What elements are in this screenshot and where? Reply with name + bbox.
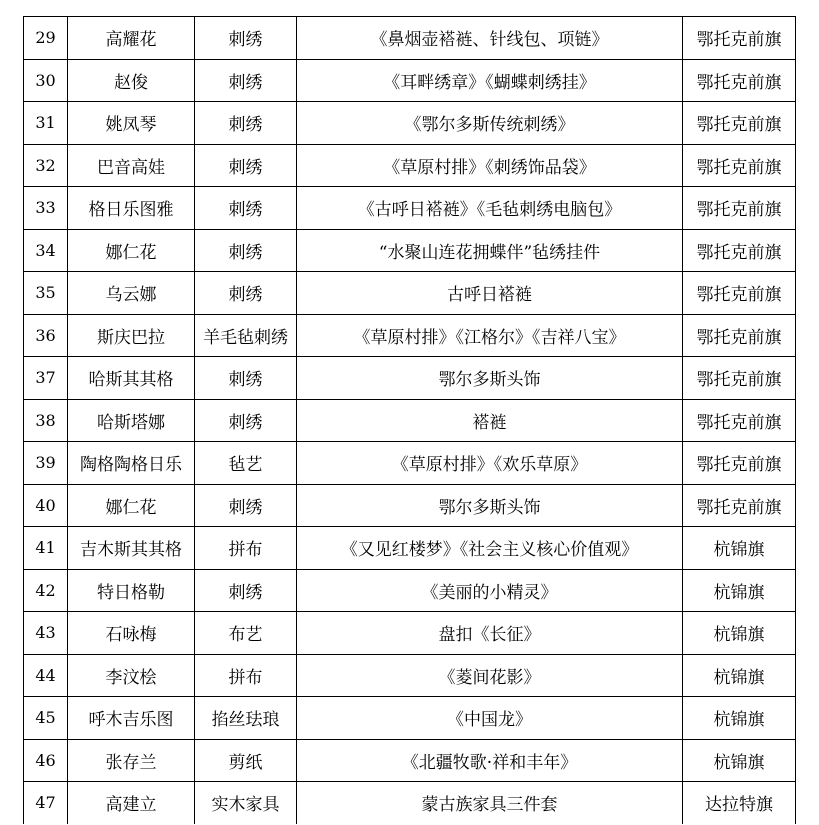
table-row: [24, 484, 796, 527]
row-number: 30: [24, 59, 68, 102]
artisan-name: 娜仁花: [68, 484, 195, 527]
region: 鄂托克前旗: [683, 399, 796, 442]
work-title: 《中国龙》: [297, 697, 683, 740]
row-number: 37: [24, 357, 68, 400]
work-title: 褡裢: [297, 399, 683, 442]
row-number: 35: [24, 272, 68, 315]
work-title: 蒙古族家具三件套: [297, 782, 683, 824]
row-number: 38: [24, 399, 68, 442]
region: 杭锦旗: [683, 697, 796, 740]
work-title: 《北疆牧歌·祥和丰年》: [297, 739, 683, 782]
region: 鄂托克前旗: [683, 357, 796, 400]
region: 杭锦旗: [683, 654, 796, 697]
work-title: 鄂尔多斯头饰: [297, 357, 683, 400]
row-number: 31: [24, 102, 68, 145]
work-title: 《古呼日褡裢》《毛毡刺绣电脑包》: [297, 187, 683, 230]
craft-type: 刺绣: [195, 357, 297, 400]
artisan-name: 哈斯其其格: [68, 357, 195, 400]
region: 杭锦旗: [683, 569, 796, 612]
table-row: [24, 187, 796, 230]
artisan-name: 李汶桧: [68, 654, 195, 697]
artisan-name: 张存兰: [68, 739, 195, 782]
region: 鄂托克前旗: [683, 484, 796, 527]
region: 鄂托克前旗: [683, 229, 796, 272]
region: 鄂托克前旗: [683, 17, 796, 60]
craft-type: 掐丝珐琅: [195, 697, 297, 740]
table-row: [24, 612, 796, 655]
table-body: [24, 17, 796, 824]
artisan-name: 哈斯塔娜: [68, 399, 195, 442]
row-number: 41: [24, 527, 68, 570]
craft-type: 布艺: [195, 612, 297, 655]
table-row: [24, 739, 796, 782]
craft-type: 刺绣: [195, 484, 297, 527]
work-title: 《鄂尔多斯传统刺绣》: [297, 102, 683, 145]
table-row: [24, 399, 796, 442]
artisan-name: 巴音高娃: [68, 144, 195, 187]
artisan-name: 特日格勒: [68, 569, 195, 612]
artisan-name: 呼木吉乐图: [68, 697, 195, 740]
table-row: [24, 144, 796, 187]
craft-type: 刺绣: [195, 399, 297, 442]
work-title: 古呼日褡裢: [297, 272, 683, 315]
artisan-name: 高建立: [68, 782, 195, 824]
table-row: [24, 442, 796, 485]
row-number: 43: [24, 612, 68, 655]
region: 鄂托克前旗: [683, 442, 796, 485]
row-number: 36: [24, 314, 68, 357]
row-number: 32: [24, 144, 68, 187]
craft-type: 刺绣: [195, 144, 297, 187]
craft-type: 实木家具: [195, 782, 297, 824]
row-number: 42: [24, 569, 68, 612]
craft-table-page: [23, 16, 796, 824]
region: 鄂托克前旗: [683, 59, 796, 102]
table-row: [24, 102, 796, 145]
artisan-name: 赵俊: [68, 59, 195, 102]
table-row: [24, 697, 796, 740]
row-number: 47: [24, 782, 68, 824]
craft-type: 毡艺: [195, 442, 297, 485]
row-number: 33: [24, 187, 68, 230]
region: 杭锦旗: [683, 739, 796, 782]
region: 鄂托克前旗: [683, 102, 796, 145]
craft-type: 刺绣: [195, 272, 297, 315]
work-title: 《草原村排》《欢乐草原》: [297, 442, 683, 485]
work-title: 《鼻烟壶褡裢、针线包、项链》: [297, 17, 683, 60]
artisan-name: 斯庆巴拉: [68, 314, 195, 357]
work-title: 鄂尔多斯头饰: [297, 484, 683, 527]
table-row: [24, 527, 796, 570]
region: 鄂托克前旗: [683, 314, 796, 357]
artisan-name: 吉木斯其其格: [68, 527, 195, 570]
row-number: 46: [24, 739, 68, 782]
table-row: [24, 569, 796, 612]
craft-type: 拼布: [195, 527, 297, 570]
table-row: [24, 272, 796, 315]
artisan-name: 陶格陶格日乐: [68, 442, 195, 485]
artisan-name: 高耀花: [68, 17, 195, 60]
region: 鄂托克前旗: [683, 272, 796, 315]
work-title: 《又见红楼梦》《社会主义核心价值观》: [297, 527, 683, 570]
table-row: [24, 782, 796, 824]
row-number: 39: [24, 442, 68, 485]
row-number: 44: [24, 654, 68, 697]
row-number: 34: [24, 229, 68, 272]
region: 鄂托克前旗: [683, 187, 796, 230]
craft-type: 刺绣: [195, 569, 297, 612]
craft-type: 刺绣: [195, 102, 297, 145]
craft-type: 刺绣: [195, 229, 297, 272]
craft-type: 刺绣: [195, 17, 297, 60]
work-title: 《美丽的小精灵》: [297, 569, 683, 612]
craft-table: [23, 16, 796, 824]
region: 杭锦旗: [683, 612, 796, 655]
work-title: 《菱间花影》: [297, 654, 683, 697]
row-number: 45: [24, 697, 68, 740]
artisan-name: 石咏梅: [68, 612, 195, 655]
row-number: 29: [24, 17, 68, 60]
table-row: [24, 229, 796, 272]
craft-type: 刺绣: [195, 59, 297, 102]
region: 达拉特旗: [683, 782, 796, 824]
table-row: [24, 357, 796, 400]
craft-type: 羊毛毡刺绣: [195, 314, 297, 357]
work-title: “水聚山连花拥蝶伴”毡绣挂件: [297, 229, 683, 272]
region: 鄂托克前旗: [683, 144, 796, 187]
artisan-name: 格日乐图雅: [68, 187, 195, 230]
work-title: 《耳畔绣章》《蝴蝶刺绣挂》: [297, 59, 683, 102]
artisan-name: 姚凤琴: [68, 102, 195, 145]
work-title: 盘扣《长征》: [297, 612, 683, 655]
work-title: 《草原村排》《江格尔》《吉祥八宝》: [297, 314, 683, 357]
craft-type: 剪纸: [195, 739, 297, 782]
artisan-name: 娜仁花: [68, 229, 195, 272]
table-row: [24, 314, 796, 357]
craft-type: 拼布: [195, 654, 297, 697]
craft-type: 刺绣: [195, 187, 297, 230]
artisan-name: 乌云娜: [68, 272, 195, 315]
table-row: [24, 59, 796, 102]
work-title: 《草原村排》《刺绣饰品袋》: [297, 144, 683, 187]
table-row: [24, 654, 796, 697]
region: 杭锦旗: [683, 527, 796, 570]
row-number: 40: [24, 484, 68, 527]
table-row: [24, 17, 796, 60]
